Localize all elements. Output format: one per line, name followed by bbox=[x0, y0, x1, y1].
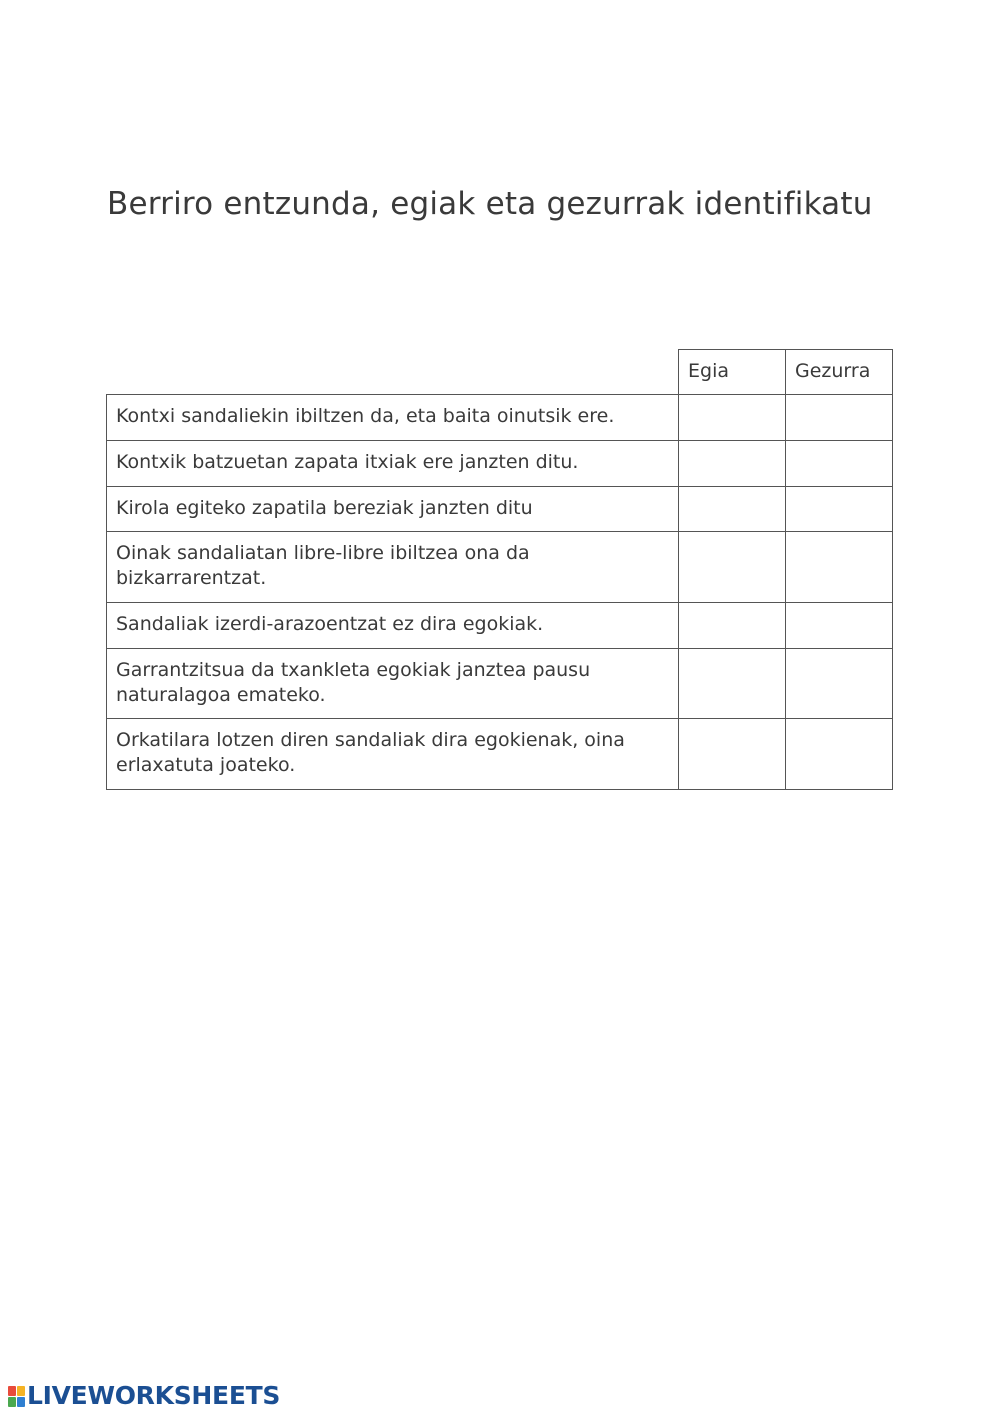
egia-answer-cell[interactable] bbox=[679, 532, 786, 603]
logo-text: LIVEWORKSHEETS bbox=[27, 1381, 281, 1410]
statement-cell: Kirola egiteko zapatila bereziak janzten ditu bbox=[107, 487, 679, 532]
logo-block bbox=[8, 1386, 16, 1396]
statement-cell: Garrantzitsua da txankleta egokiak janztea pausu naturalagoa emateko. bbox=[107, 649, 679, 719]
gezurra-answer-cell[interactable] bbox=[786, 603, 893, 649]
table-row bbox=[107, 487, 893, 532]
header-egia: Egia bbox=[679, 350, 786, 395]
egia-answer-cell[interactable] bbox=[679, 395, 786, 441]
egia-answer-cell[interactable] bbox=[679, 441, 786, 487]
gezurra-answer-cell[interactable] bbox=[786, 719, 893, 790]
statement-cell: Orkatilara lotzen diren sandaliak dira egokienak, oina erlaxatuta joateko. bbox=[107, 719, 679, 790]
logo-block bbox=[17, 1397, 25, 1407]
logo-block bbox=[8, 1397, 16, 1407]
table-row bbox=[107, 532, 893, 603]
gezurra-answer-cell[interactable] bbox=[786, 487, 893, 532]
blank-header-cell bbox=[107, 350, 679, 395]
egia-answer-cell[interactable] bbox=[679, 487, 786, 532]
table-row bbox=[107, 395, 893, 441]
egia-answer-cell[interactable] bbox=[679, 719, 786, 790]
table-row bbox=[107, 649, 893, 719]
page-title: Berriro entzunda, egiak eta gezurrak identifikatu bbox=[107, 186, 873, 222]
table-row bbox=[107, 719, 893, 790]
gezurra-answer-cell[interactable] bbox=[786, 395, 893, 441]
liveworksheets-logo bbox=[8, 1381, 280, 1411]
statement-cell: Sandaliak izerdi-arazoentzat ez dira egokiak. bbox=[107, 603, 679, 649]
gezurra-answer-cell[interactable] bbox=[786, 441, 893, 487]
true-false-table bbox=[106, 349, 893, 790]
statement-cell: Kontxi sandaliekin ibiltzen da, eta baita oinutsik ere. bbox=[107, 395, 679, 441]
gezurra-answer-cell[interactable] bbox=[786, 649, 893, 719]
gezurra-answer-cell[interactable] bbox=[786, 532, 893, 603]
header-gezurra: Gezurra bbox=[786, 350, 893, 395]
statement-cell: Kontxik batzuetan zapata itxiak ere janzten ditu. bbox=[107, 441, 679, 487]
statement-cell: Oinak sandaliatan libre-libre ibiltzea ona da bizkarrarentzat. bbox=[107, 532, 679, 603]
table-row bbox=[107, 603, 893, 649]
egia-answer-cell[interactable] bbox=[679, 603, 786, 649]
table-row bbox=[107, 441, 893, 487]
egia-answer-cell[interactable] bbox=[679, 649, 786, 719]
logo-block bbox=[17, 1386, 25, 1396]
table-header-row bbox=[107, 350, 893, 395]
logo-blocks-icon bbox=[8, 1386, 25, 1407]
